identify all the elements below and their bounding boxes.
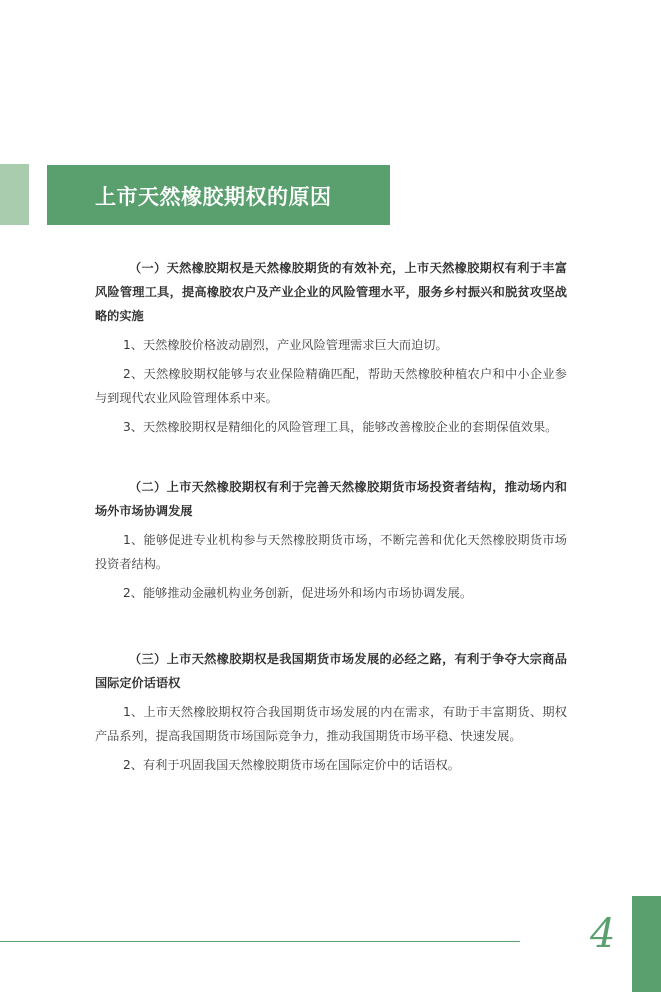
section-heading-2: （二）上市天然橡胶期权有利于完善天然橡胶期货市场投资者结构，推动场内和场外市场协调发展 [95, 480, 567, 518]
section-3-point-2: 2、有利于巩固我国天然橡胶期货市场在国际定价中的话语权。 [123, 758, 460, 772]
left-accent-tab [0, 164, 29, 225]
section-heading-1: （一）天然橡胶期权是天然橡胶期货的有效补充，上市天然橡胶期权有利于丰富风险管理工具，提高橡胶农户及产业企业的风险管理水平，服务乡村振兴和脱贫攻坚战略的实施 [95, 261, 567, 323]
right-accent-tab [632, 896, 661, 992]
section-3-point-1: 1、上市天然橡胶期权符合我国期货市场发展的内在需求，有助于丰富期货、期权产品系列，提高我国期货市场国际竞争力，推动我国期货市场平稳、快速发展。 [95, 705, 567, 743]
section-1-point-1: 1、天然橡胶价格波动剧烈，产业风险管理需求巨大而迫切。 [123, 338, 448, 352]
page-title: 上市天然橡胶期权的原因 [95, 185, 332, 209]
document-body [95, 256, 567, 777]
section-2-point-1: 1、能够促进专业机构参与天然橡胶期货市场，不断完善和优化天然橡胶期货市场投资者结构。 [95, 533, 567, 571]
section-heading-3: （三）上市天然橡胶期权是我国期货市场发展的必经之路，有利于争夺大宗商品国际定价话语权 [95, 652, 567, 690]
footer-divider [0, 941, 520, 942]
section-1-point-3: 3、天然橡胶期权是精细化的风险管理工具，能够改善橡胶企业的套期保值效果。 [123, 420, 558, 434]
section-1-point-2: 2、天然橡胶期权能够与农业保险精确匹配，帮助天然橡胶种植农户和中小企业参与到现代农业风险管理体系中来。 [95, 367, 567, 405]
page-number: 4 [590, 911, 616, 957]
section-2-point-2: 2、能够推动金融机构业务创新，促进场外和场内市场协调发展。 [123, 586, 473, 600]
title-banner [47, 165, 390, 225]
